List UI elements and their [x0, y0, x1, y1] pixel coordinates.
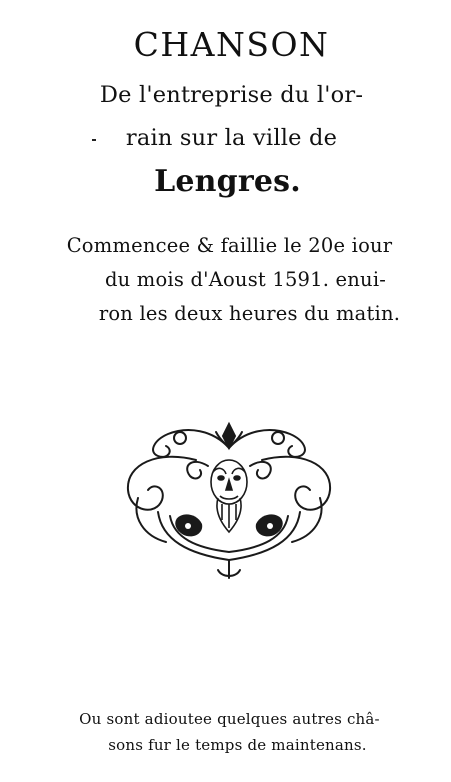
subtitle-line-2: rain sur la ville de — [125, 125, 338, 151]
paragraph-line-3: ron les deux heures du matin. — [98, 302, 401, 325]
paragraph-line-2: du mois d'Aoust 1591. enui- — [104, 268, 387, 291]
paragraph-line-1: Commencee & faillie le 20e iour — [66, 234, 393, 257]
page-title: CHANSON — [133, 25, 330, 64]
printers-ornament-mascaron — [118, 420, 340, 582]
place-name: Lengres. — [154, 164, 301, 199]
subtitle-line-1: De l'entreprise du l'or- — [99, 82, 364, 108]
footer-line-1: Ou sont adioutee quelques autres châ- — [79, 710, 380, 728]
footer-line-2: sons fur le temps de maintenans. — [108, 736, 367, 754]
